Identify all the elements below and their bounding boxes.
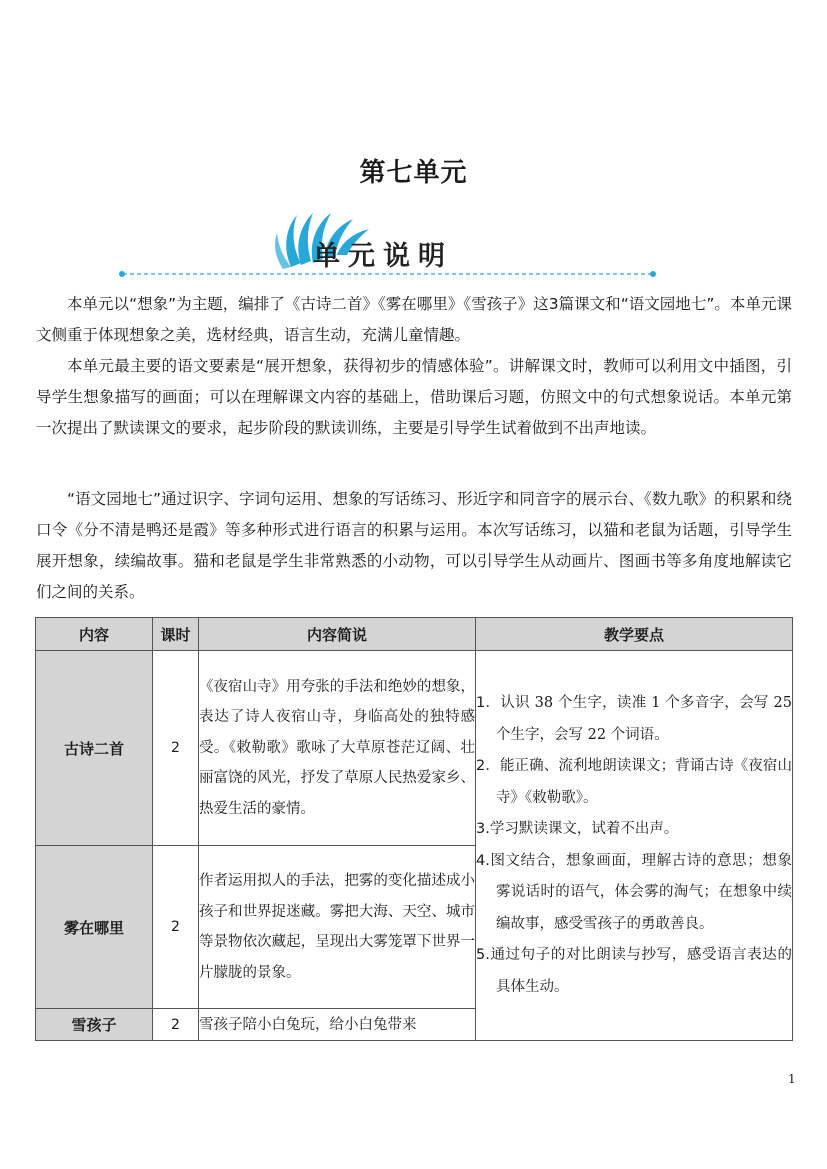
teaching-key-points	[476, 651, 793, 1041]
header-summary: 内容简说	[199, 618, 476, 651]
lesson-hours: 2	[153, 1009, 199, 1041]
key-point-number: 4.	[476, 852, 490, 869]
key-point-number: 1．	[476, 695, 501, 711]
header-content: 内容	[36, 618, 153, 651]
key-point-text: 认识 38 个生字，读准 1 个多音字，会写 25 个生字，会写 22 个词语。	[496, 695, 792, 743]
key-point-text: 通过句子的对比朗读与抄写，感受语言表达的具体生动。	[489, 947, 792, 995]
page-number: 1	[788, 1072, 796, 1086]
header-hours: 课时	[153, 618, 199, 651]
lesson-summary-text: 雪孩子陪小白兔玩，给小白兔带来	[199, 1016, 417, 1033]
key-point-item	[476, 940, 792, 1003]
intro-paragraph-1: 本单元以“想象”为主题，编排了《古诗二首》《雾在哪里》《雪孩子》这3篇课文和“语文园地七”。本单元课文侧重于体现想象之美，选材经典，语言生动，充满儿童情趣。	[36, 295, 792, 344]
key-point-number: 3.	[476, 821, 490, 837]
intro-paragraph-2: 本单元最主要的语文要素是“展开想象，获得初步的情感体验”。讲解课文时，教师可以利用文中插图，引导学生想象描写的画面；可以在理解课文内容的基础上，借助课后习题，仿照文中的句式想象说话。本单元第一次提出了默读课文的要求，起步阶段的默读训练，主要是引导学生试着做到不出声地读。	[36, 357, 792, 437]
lesson-name: 雪孩子	[36, 1009, 153, 1041]
table-header-row	[36, 618, 793, 651]
key-point-text: 学习默读课文，试着不出声。	[489, 821, 679, 837]
lesson-summary	[199, 1009, 476, 1041]
header-key-points: 教学要点	[476, 618, 793, 651]
key-point-text: 图文结合，想象画面，理解古诗的意思；想象雾说话时的语气，体会雾的淘气；在想象中续编故事，感受雪孩子的勇敢善良。	[489, 852, 792, 932]
page-title: 第七单元	[359, 158, 468, 188]
lesson-hours: 2	[153, 846, 199, 1009]
key-point-item	[476, 846, 792, 941]
key-point-number: 5.	[476, 947, 490, 963]
lesson-hours: 2	[153, 651, 199, 846]
unit-description-banner	[115, 205, 660, 285]
lesson-name: 古诗二首	[36, 651, 153, 846]
lesson-summary: 《夜宿山寺》用夸张的手法和绝妙的想象，表达了诗人夜宿山寺，身临高处的独特感受。《敕勒歌》歌咏了大草原苍茫辽阔、壮丽富饶的风光，抒发了草原人民热爱家乡、热爱生活的豪情。	[199, 651, 476, 846]
lesson-plan-table	[35, 617, 793, 1041]
key-point-item	[476, 688, 792, 751]
table-row	[36, 651, 793, 846]
key-point-item	[476, 814, 792, 846]
key-point-number: 2．	[476, 758, 500, 774]
key-point-text: 能正确、流利地朗读课文；背诵古诗《夜宿山寺》《敕勒歌》。	[496, 758, 793, 806]
intro-paragraph-3: “语文园地七”通过识字、字词句运用、想象的写话练习、形近字和同音字的展示台、《数九歌》的积累和绕口令《分不清是鸭还是霞》等多种形式进行语言的积累与运用。本次写话练习，以猫和老鼠为话题，引导学生展开想象，续编故事。猫和老鼠是学生非常熟悉的小动物，可以引导学生从动画片、图画书等多角度地解读它们之间的关系。	[36, 490, 792, 601]
lesson-name: 雾在哪里	[36, 846, 153, 1009]
banner-title: 单元说明	[313, 241, 453, 272]
lesson-summary: 作者运用拟人的手法，把雾的变化描述成小孩子和世界捉迷藏。雾把大海、天空、城市等景物依次藏起，呈现出大雾笼罩下世界一片朦胧的景象。	[199, 846, 476, 1009]
key-point-item	[476, 751, 792, 814]
